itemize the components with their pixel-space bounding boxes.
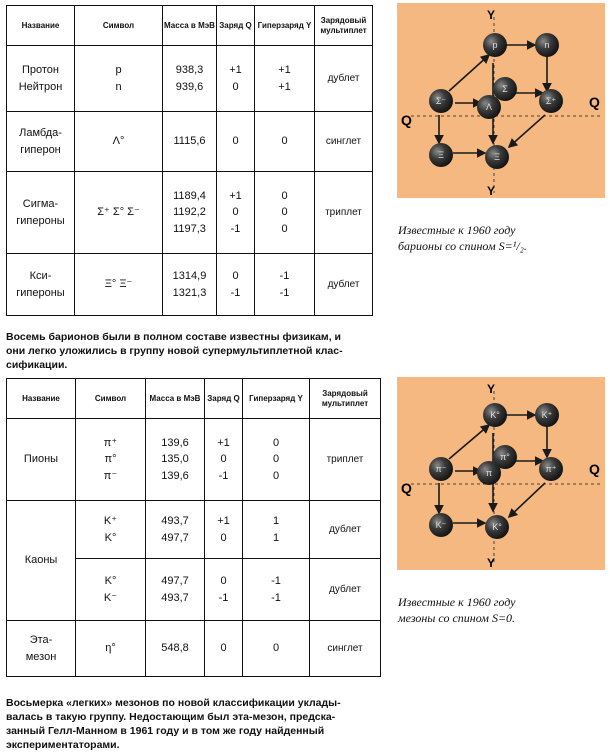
q-axis-label-right: Q bbox=[589, 94, 600, 110]
y-axis-label-bottom: Y bbox=[487, 184, 496, 198]
svg-text:Σ⁺: Σ⁺ bbox=[545, 96, 557, 106]
header-hypercharge: Гиперзаряд Y bbox=[243, 379, 310, 419]
multiplet-label: дублет bbox=[310, 501, 381, 559]
svg-text:Σ⁻: Σ⁻ bbox=[435, 96, 447, 106]
particle-symbols: p n bbox=[75, 46, 163, 112]
meson-paragraph: Восьмерка «легких» мезонов по новой классификации уклады- валась в такую группу. Недостающим был эта-мезон, предска- занный Гелл-Манном в 1961 году и в том же году найденный экспериментаторами. bbox=[6, 697, 341, 751]
hypercharge-values: 0 0 0 bbox=[255, 172, 315, 254]
arrow bbox=[509, 483, 545, 517]
header-multiplet: Зарядовый мультиплет bbox=[315, 6, 373, 46]
y-axis-label: Y bbox=[487, 8, 496, 22]
charge-values: 0 -1 bbox=[217, 254, 255, 316]
svg-text:Λ: Λ bbox=[485, 102, 493, 112]
svg-text:Ξ: Ξ bbox=[438, 150, 444, 160]
table-row bbox=[7, 112, 373, 172]
svg-text:π⁻: π⁻ bbox=[435, 464, 447, 474]
svg-text:K⁺: K⁺ bbox=[541, 410, 553, 420]
particle-symbols: Λ° bbox=[75, 112, 163, 172]
particle-balls bbox=[429, 33, 563, 169]
mass-values: 497,7 493,7 bbox=[146, 559, 205, 621]
baryon-table bbox=[6, 5, 373, 316]
multiplet-label: дублет bbox=[315, 46, 373, 112]
mass-values: 938,3 939,6 bbox=[163, 46, 217, 112]
charge-values: +1 0 bbox=[205, 501, 243, 559]
particle-name: Протон Нейтрон bbox=[7, 46, 75, 112]
y-axis-label: Y bbox=[487, 382, 496, 396]
hypercharge-values: -1 -1 bbox=[255, 254, 315, 316]
mass-values: 1314,9 1321,3 bbox=[163, 254, 217, 316]
particle-symbols: Ξ° Ξ⁻ bbox=[75, 254, 163, 316]
header-multiplet: Зарядовый мультиплет bbox=[310, 379, 381, 419]
svg-text:K⁻: K⁻ bbox=[435, 520, 447, 530]
charge-values: +1 0 bbox=[217, 46, 255, 112]
header-symbol: Символ bbox=[76, 379, 146, 419]
hypercharge-values: +1 +1 bbox=[255, 46, 315, 112]
particle-name: Кси- гипероны bbox=[7, 254, 75, 316]
table-row bbox=[7, 621, 381, 677]
charge-values: 0 -1 bbox=[205, 559, 243, 621]
baryon-octet-diagram bbox=[397, 3, 605, 198]
header-hypercharge: Гиперзаряд Y bbox=[255, 6, 315, 46]
svg-text:K°: K° bbox=[490, 410, 500, 420]
particle-name: Сигма- гипероны bbox=[7, 172, 75, 254]
table-row bbox=[7, 172, 373, 254]
meson-octet-diagram bbox=[397, 377, 605, 570]
particle-name: Ламбда- гиперон bbox=[7, 112, 75, 172]
table-row bbox=[7, 419, 381, 501]
svg-text:K°: K° bbox=[492, 522, 502, 532]
svg-text:n: n bbox=[544, 40, 550, 50]
particle-symbols: K° K⁻ bbox=[76, 559, 146, 621]
svg-text:Σ: Σ bbox=[502, 84, 508, 94]
arrow bbox=[449, 55, 489, 91]
mass-values: 493,7 497,7 bbox=[146, 501, 205, 559]
svg-text:Ξ: Ξ bbox=[494, 152, 500, 162]
hypercharge-values: -1 -1 bbox=[243, 559, 310, 621]
charge-values: 0 bbox=[205, 621, 243, 677]
q-axis-label: Q bbox=[401, 480, 412, 496]
multiplet-label: триплет bbox=[315, 172, 373, 254]
header-symbol: Символ bbox=[75, 6, 163, 46]
q-axis-label-right: Q bbox=[589, 461, 600, 477]
svg-text:p: p bbox=[492, 40, 498, 50]
mass-values: 139,6 135,0 139,6 bbox=[146, 419, 205, 501]
particle-symbols: π⁺ π° π⁻ bbox=[76, 419, 146, 501]
arrow bbox=[449, 425, 489, 459]
mass-values: 1189,4 1192,2 1197,3 bbox=[163, 172, 217, 254]
header-charge: Заряд Q bbox=[217, 6, 255, 46]
y-axis-label-bottom: Y bbox=[487, 556, 496, 570]
svg-text:π°: π° bbox=[500, 452, 510, 462]
hypercharge-values: 0 bbox=[243, 621, 310, 677]
baryon-paragraph: Восемь барионов были в полном составе известны физикам, и они легко уложились в группу новой супермультиплетной клас- сификации. bbox=[6, 331, 343, 371]
multiplet-label: синглет bbox=[315, 112, 373, 172]
particle-balls bbox=[429, 403, 563, 539]
particle-name: Пионы bbox=[7, 419, 76, 501]
charge-values: +1 0 -1 bbox=[205, 419, 243, 501]
multiplet-label: дублет bbox=[310, 559, 381, 621]
header-name: Название bbox=[7, 379, 76, 419]
header-charge: Заряд Q bbox=[205, 379, 243, 419]
multiplet-label: дублет bbox=[315, 254, 373, 316]
charge-values: 0 bbox=[217, 112, 255, 172]
q-axis-label: Q bbox=[401, 112, 412, 128]
svg-text:π⁺: π⁺ bbox=[545, 464, 557, 474]
meson-caption: Известные к 1960 году мезоны со спином S=0. bbox=[398, 595, 516, 626]
baryon-caption: Известные к 1960 году барионы со спином S=¹/₂. bbox=[398, 223, 527, 254]
mass-values: 1115,6 bbox=[163, 112, 217, 172]
multiplet-label: синглет bbox=[310, 621, 381, 677]
hypercharge-values: 0 0 0 bbox=[243, 419, 310, 501]
header-mass: Масса в МэВ bbox=[146, 379, 205, 419]
svg-text:π: π bbox=[485, 468, 493, 478]
hypercharge-values: 0 bbox=[255, 112, 315, 172]
meson-table bbox=[6, 378, 381, 677]
particle-name: Эта- мезон bbox=[7, 621, 76, 677]
particle-symbols: K⁺ K° bbox=[76, 501, 146, 559]
arrow bbox=[509, 115, 545, 147]
charge-values: +1 0 -1 bbox=[217, 172, 255, 254]
particle-symbols: Σ⁺ Σ° Σ⁻ bbox=[75, 172, 163, 254]
particle-symbols: η° bbox=[76, 621, 146, 677]
hypercharge-values: 1 1 bbox=[243, 501, 310, 559]
table-row bbox=[7, 501, 381, 559]
table-row bbox=[7, 46, 373, 112]
mass-values: 548,8 bbox=[146, 621, 205, 677]
multiplet-label: триплет bbox=[310, 419, 381, 501]
header-name: Название bbox=[7, 6, 75, 46]
particle-name: Каоны bbox=[7, 501, 76, 621]
header-mass: Масса в МэВ bbox=[163, 6, 217, 46]
table-row bbox=[7, 254, 373, 316]
